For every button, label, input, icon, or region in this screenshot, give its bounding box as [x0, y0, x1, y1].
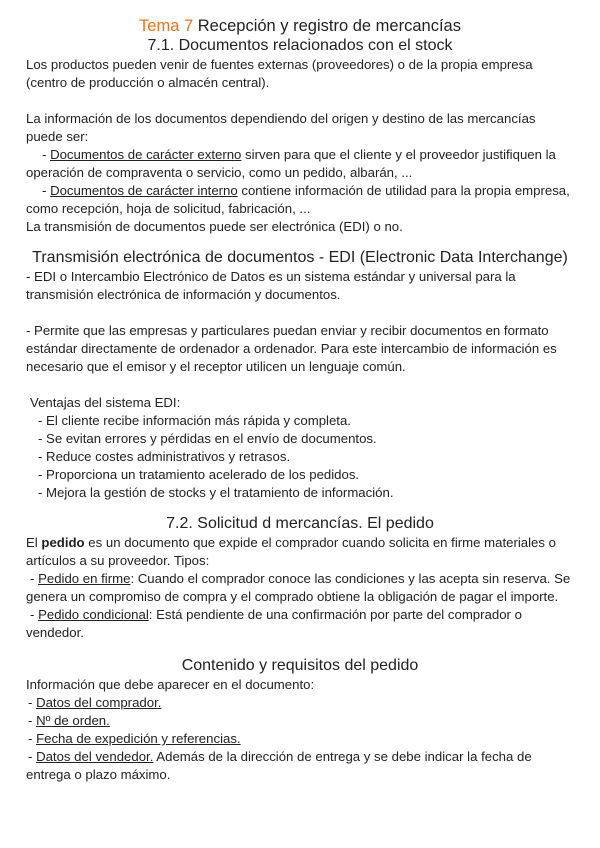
pedido-condicional-label: Pedido condicional	[38, 607, 149, 622]
list-item: - Datos del vendedor. Además de la dirección de entrega y se debe indicar la fecha de entrega o plazo máximo.	[26, 749, 532, 782]
advantages-title: Ventajas del sistema EDI:	[30, 395, 181, 410]
paragraph-edi-def: - EDI o Intercambio Electrónico de Datos es un sistema estándar y universal para la transmisión electrónica de información y documentos.	[26, 269, 516, 302]
paragraph-edi-note: La transmisión de documentos puede ser electrónica (EDI) o no.	[26, 219, 403, 234]
pedido-term: pedido	[41, 535, 85, 550]
page-title	[26, 16, 574, 36]
paragraph-pedido: El pedido es un documento que expide el comprador cuando solicita en firme materiales o artículos a su proveedor. Tipos:	[26, 535, 556, 568]
list-item: - Proporciona un tratamiento acelerado de los pedidos.	[38, 467, 360, 482]
paragraph-pedido-condicional: - Pedido condicional: Está pendiente de una confirmación por parte del comprador o vendedor.	[26, 607, 522, 640]
paragraph-external: - Documentos de carácter externo sirven para que el cliente y el proveedor justifiquen la operación de compraventa o servicio, como un pedido, albarán, ...	[26, 147, 556, 180]
list-item: - Se evitan errores y pérdidas en el envío de documentos.	[38, 431, 377, 446]
pedido-firme-label: Pedido en firme	[38, 571, 131, 586]
section-heading-edi: Transmisión electrónica de documentos - EDI (Electronic Data Interchange)	[32, 249, 568, 266]
paragraph-origin: Los productos pueden venir de fuentes externas (proveedores) o de la propia empresa (centro de producción o almacén central).	[26, 57, 533, 90]
list-item: - Fecha de expedición y referencias.	[28, 731, 241, 746]
list-item: - Datos del comprador.	[28, 695, 162, 710]
paragraph-pedido-firme: - Pedido en firme: Cuando el comprador conoce las condiciones y las acepta sin reserva. Se genera un compromiso de compra y el comprado obtiene la obligación de pagar el importe.	[26, 571, 571, 604]
paragraph-edi-use: - Permite que las empresas y particulares puedan enviar y recibir documentos en formato estándar directamente de ordenador a ordenador. Para este intercambio de información es necesario que el emisor y el receptor utilicen un lenguaje común.	[26, 323, 557, 374]
section-heading-7-2: 7.2. Solicitud d mercancías. El pedido	[166, 515, 434, 532]
internal-docs-label: Documentos de carácter interno	[50, 183, 238, 198]
paragraph-doc-types: La información de los documentos dependiendo del origen y destino de las mercancías puede ser:	[26, 111, 536, 144]
list-item: - Mejora la gestión de stocks y el tratamiento de información.	[38, 485, 394, 500]
tema-label: Tema 7	[139, 17, 194, 35]
title-text: Recepción y registro de mercancías	[197, 17, 461, 35]
paragraph-internal: - Documentos de carácter interno contiene información de utilidad para la propia empresa, como recepción, hoja de solicitud, fabricación, ...	[26, 183, 570, 216]
section-heading-contenido: Contenido y requisitos del pedido	[181, 657, 419, 674]
paragraph-contenido-intro: Información que debe aparecer en el documento:	[26, 677, 315, 692]
external-docs-label: Documentos de carácter externo	[50, 147, 242, 162]
list-item: - El cliente recibe información más rápida y completa.	[38, 413, 351, 428]
section-heading-7-1: 7.1. Documentos relacionados con el stock	[147, 37, 453, 54]
list-item: - Nº de orden.	[28, 713, 110, 728]
list-item: - Reduce costes administrativos y retrasos.	[38, 449, 291, 464]
